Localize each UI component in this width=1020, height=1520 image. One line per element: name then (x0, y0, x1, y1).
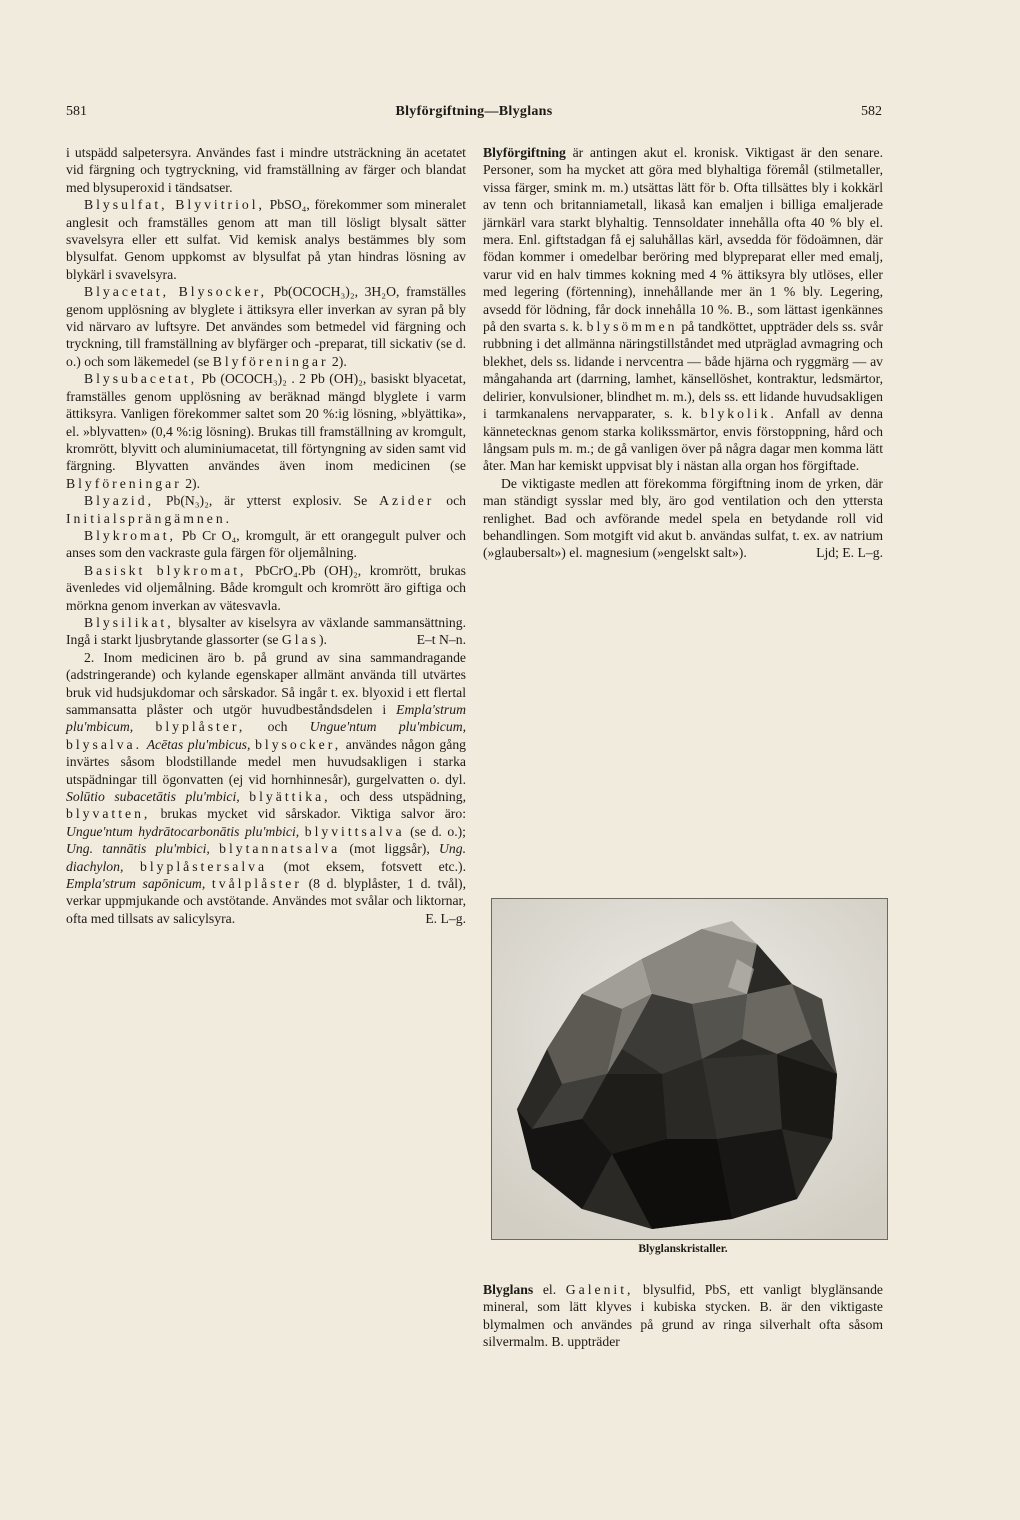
left-column (66, 144, 466, 927)
figure-caption: Blyglanskristaller. (638, 1243, 728, 1255)
running-title: Blyförgiftning—Blyglans (395, 104, 553, 119)
crystal-photo (491, 898, 888, 1240)
page-number-left: 581 (66, 104, 87, 119)
author-signature: E. L–g. (425, 910, 466, 926)
entry-medicinal: 2. Inom medicinen äro b. på grund av sina sammandragande (adstringerande) och kylande egenskaper allmänt använda till utvärtes bruk vid hudsjukdomar och sårskador. Så ingår t. ex. blyoxid i ett flertal sammansatta plåster och utgör huvudbeståndsdelen i Empla'strum plu'mbicum, blyplåster, och Ungue'ntum plu'mbicum, blysalva. Acētas plu'mbicus, blysocker, användes någon gång invärtes såsom blodstillande medel men huvudsakligen i starka utspädningar till ögonvatten (ej vid hornhinnesår), gurgelvatten o. dyl. Solūtio subacetātis plu'mbici, blyättika, och dess utspädning, blyvatten, brukas mycket vid sårskador. Viktiga salvor äro: Ungue'ntum hydrātocarbonātis plu'mbici, blyvittsalva (se d. o.); Ung. tannātis plu'mbici, blytannatsalva (mot liggsår), Ung. diachylon, blyplåstersalva (mot eksem, fotsvett etc.). Empla'strum sapōnicum, tvålplåster (8 d. blyplåster, 1 d. tvål), verkar uppmjukande och avstötande. Användes mot svålar och liktornar, ofta med tillsats av salicylsyra. E. L–g. (66, 649, 467, 926)
entry-basiskt-blykromat: Basiskt blykromat, PbCrO₄.Pb (OH)₂, kromrött, brukas ävenledes vid oljemålning. Både kromgult och kromrött äro giftiga och mörkna genom inverkan av vätesvavla. (66, 562, 466, 613)
running-header (66, 104, 882, 126)
page-number-right: 582 (861, 104, 882, 119)
entry-blysulfat: Blysulfat, Blyvitriol, PbSO₄, förekommer som mineralet anglesit och framställes genom att man till lösligt blysalt sätter svavelsyra eller ett sulfat. Vid kemisk analys bestämmes bly som blysulfat. Genom uppkomst av blysulfat på ytan hindras lösning av blykärl i svavelsyra. (66, 197, 466, 282)
galena-crystals-illustration (492, 899, 887, 1239)
author-signature: Ljd; E. L–g. (816, 545, 883, 561)
entry-blyforgiftning: Blyförgiftning är antingen akut el. kronisk. Viktigast är den senare. Personer, som ha mycket att göra med blyhaltiga föremål (stilmetaller, vissa färger, smink m. m.) utsättas lätt för b. Ofta tillsättes bly i kokkärl av tenn och britanniametall, likaså kan emaljen i billiga emaljerade järnkärl vara starkt blyhaltig. Tennsoldater innehålla ofta 40 % bly el. mera. Enl. giftstadgan få ej saluhållas kärl, avsedda för födoämnen, där födan kommer i omedelbar beröring med blypreparat eller med emalj, varur vid en halv timmes kokning med 4 % ättiksyra bly utlöses, eller med legering (förtenning), innehållande mer än 1 % bly. Legering, avsedd för lödning, får dock innehålla 10 %. B., som lättast igenkännes på den svarta s. k. blysömmen på tandköttet, uppträder dels ss. svår rubbning i det allmänna näringstillståndet med utpräglad avmagring och blekhet, dels ss. lidande i nervcentra — både hjärna och ryggmärg — av mångahanda art (darrning, lamhet, känsellöshet, kontraktur, ledsmärtor, delirier, konvulsioner, blindhet m. m.), dels ss. ett lidande huvudsakligen i tarmkanalens nervapparater, s. k. blykolik. Anfall av denna kännetecknas genom starka kolikssmärtor, envis förstoppning, hård och långsam puls m. m.; de gå vanligen över på några dagar men komma lätt åter. Man har kemiskt uppvisat bly i nästan alla organ hos förgiftade. (483, 145, 884, 474)
entry-blysilikat: Blysilikat, blysalter av kiselsyra av växlande sammansättning. Ingå i starkt ljusbrytande glassorter (se Glas). E–t N–n. (66, 614, 466, 648)
entry-blyazid: Blyazid, Pb(N₃)₂, är ytterst explosiv. Se Azider och Initialsprängämnen. (66, 493, 466, 526)
author-signature: E–t N–n. (416, 632, 466, 648)
right-column-bottom (483, 1281, 883, 1351)
paragraph: i utspädd salpetersyra. Användes fast i mindre utsträckning än acetatet vid färgning och tygtryckning, vid framställning av färger och blandat med blysuperoxid i tändsatser. (66, 145, 466, 195)
paragraph: De viktigaste medlen att förekomma förgiftning inom de yrken, där man ständigt sysslar med bly, äro god ventilation och den yttersta renlighet. Bad och avförande medel spela en betydande roll vid behandlingen. Som motgift vid akut b. användas sulfat, t. ex. av natrium (»glaubersalt») el. magnesium (»engelskt salt»). Ljd; E. L–g. (483, 475, 883, 561)
entry-blyglans: Blyglans el. Galenit, blysulfid, PbS, ett vanligt blyglänsande mineral, som lätt klyves i kubiska stycken. B. är den viktigaste blymalmen och användes på grund av ringa silverhalt ofta såsom silvermalm. B. uppträder (483, 1282, 883, 1350)
entry-blykromat: Blykromat, Pb Cr O₄, kromgult, är ett orangegult pulver och anses som den vackraste gula färgen för oljemålning. (66, 527, 466, 561)
right-column (483, 144, 883, 562)
entry-blysubacetat: Blysubacetat, Pb (OCOCH₃)₂ . 2 Pb (OH)₂, basiskt blyacetat, framställes genom upplösning av beräknad mängd blyglete i varm ättiksyra. Vanligen förekommer saltet som 20 %:ig lösning, »blyättika», el. »blyvatten» (0,4 %:ig lösning). Brukas till framställning av kromgult, kromrött, blyvitt och aluminiumacetat, till förtyngning av siden samt vid färgning. Blyvatten användes även inom medicinen (se Blyföreningar 2). (66, 371, 466, 491)
entry-blyacetat: Blyacetat, Blysocker, Pb(OCOCH₃)₂, 3H₂O, framställes genom upplösning av blyglete i ättiksyra eller inverkan av syran på bly vid närvaro av luftsyre. Det användes som betmedel vid färgning och tryckning, till framställning av blyfärger och -preparat, till sickativ (se d. o.) och som läkemedel (se Blyföreningar 2). (66, 284, 466, 369)
